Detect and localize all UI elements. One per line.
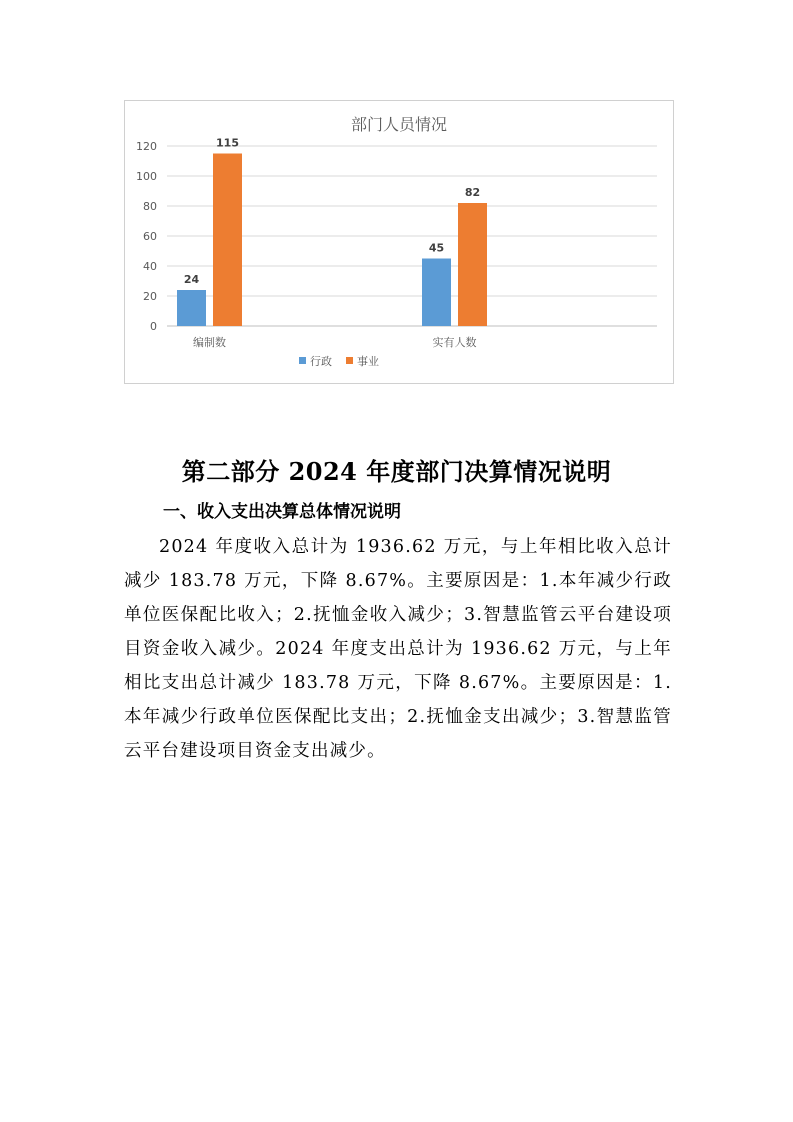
y-tick-label: 0 [150, 320, 157, 333]
y-tick-label: 20 [143, 290, 157, 303]
bar-admin [177, 290, 206, 326]
bar-institution [213, 154, 242, 327]
staff-chart-svg [125, 101, 673, 383]
chart-title: 部门人员情况 [350, 115, 448, 134]
part-title: 第二部分 2024 年度部门决算情况说明 [181, 457, 612, 486]
y-tick-label: 120 [136, 140, 157, 153]
legend-swatch [299, 357, 306, 364]
body-paragraph: 2024 年度收入总计为 1936.62 万元，与上年相比收入总计减少 183.78 万元，下降 8.67%。主要原因是：1.本年减少行政单位医保配比收入；2.抚恤金收入减少；3.智慧监管云平台建设项目资金收入减少。2024 年度支出总计为 1936.62 万元，与上年相比支出总计减少 183.78 万元，下降 8.67%。主要原因是：1.本年减少行政单位医保配比支出；2.抚恤金支出减少；3.智慧监管云平台建设项目资金支出减少。 [124, 537, 672, 761]
y-tick-label: 100 [136, 170, 157, 183]
y-tick-label: 60 [143, 230, 157, 243]
bar-admin [422, 259, 451, 327]
data-label: 24 [183, 273, 200, 286]
data-label: 82 [464, 186, 481, 199]
legend-swatch [346, 357, 353, 364]
data-label: 45 [428, 241, 445, 255]
y-tick-label: 40 [143, 260, 157, 273]
legend [299, 354, 379, 368]
x-category-label: 实有人数 [432, 336, 477, 349]
legend-label: 行政 [310, 355, 332, 368]
section-heading: 一、收入支出决算总体情况说明 [163, 502, 401, 522]
bar-institution [458, 203, 487, 326]
bars-layer [177, 154, 487, 327]
legend-label: 事业 [357, 355, 379, 368]
staff-chart [124, 100, 674, 384]
y-tick-label: 80 [143, 200, 157, 213]
x-category-label: 编制数 [193, 336, 226, 349]
data-label: 115 [216, 136, 239, 150]
